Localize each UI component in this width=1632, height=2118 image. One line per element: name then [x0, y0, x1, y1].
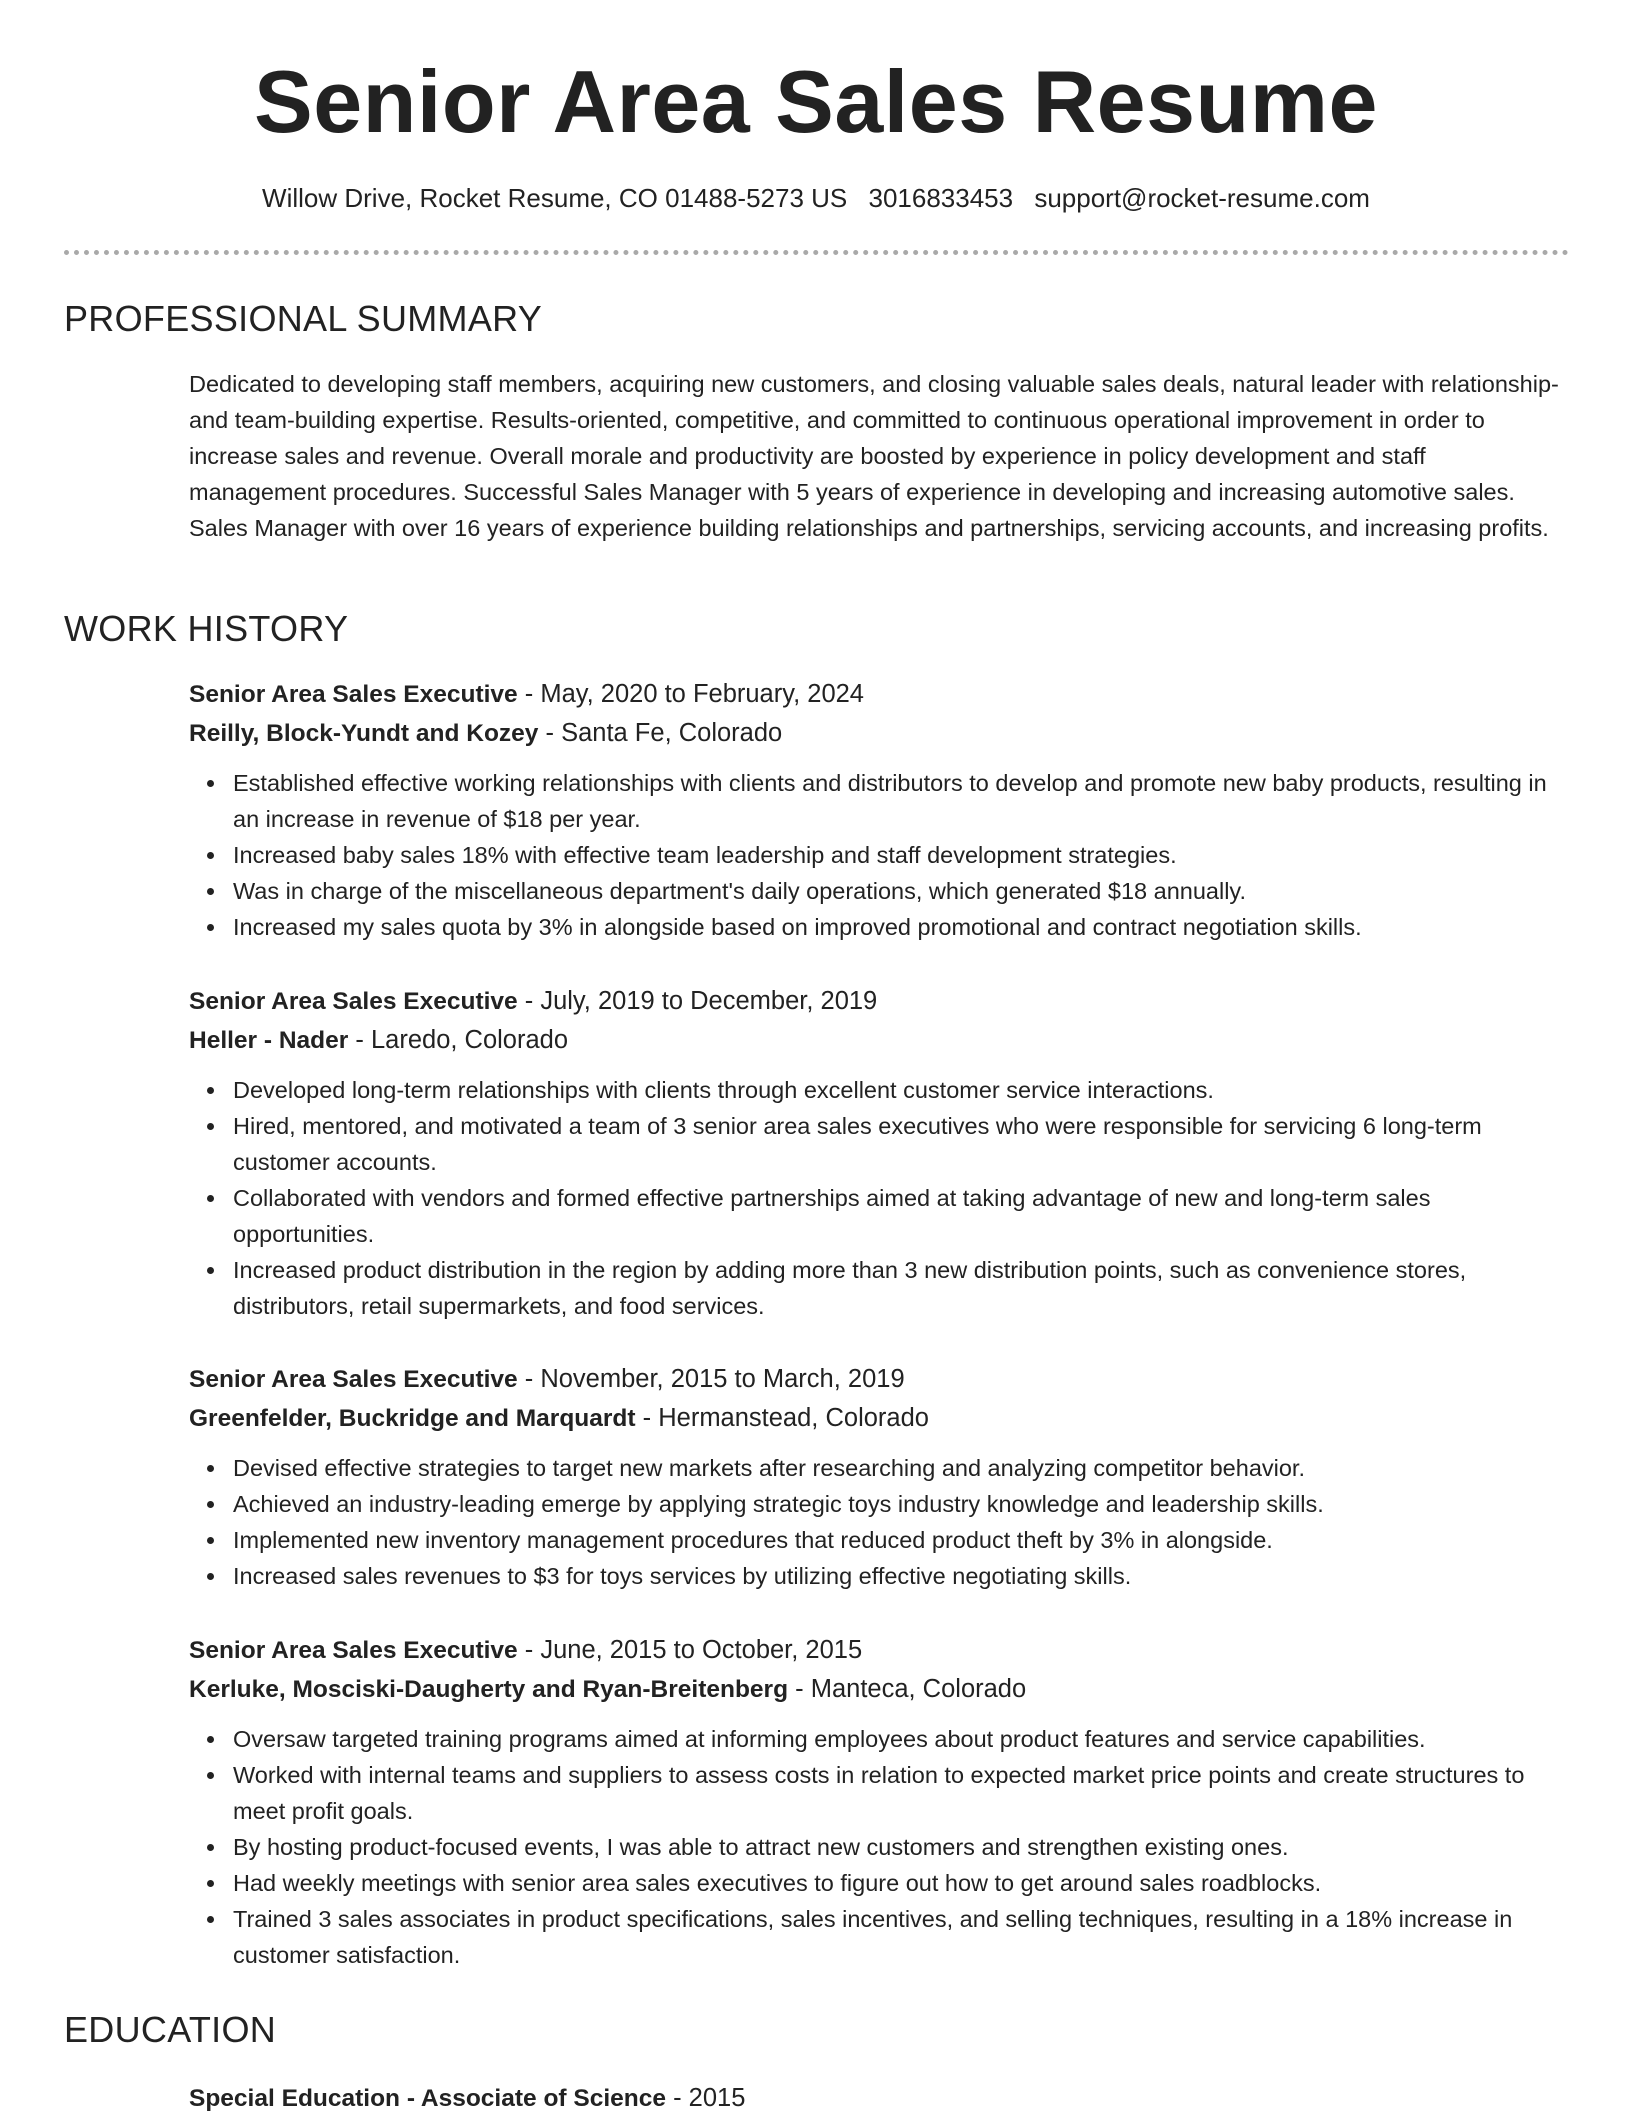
- job-company-line: [189, 1021, 1569, 1060]
- job-bullet: Increased my sales quota by 3% in alongside based on improved promotional and contract negotiation skills.: [233, 909, 1569, 945]
- job-title: Senior Area Sales Executive: [189, 1366, 518, 1393]
- job-bullet: Increased baby sales 18% with effective team leadership and staff development strategies.: [233, 837, 1569, 873]
- job-location: - Manteca, Colorado: [788, 1675, 1027, 1703]
- job-company-line: [189, 1399, 1569, 1438]
- job-title-line: [189, 1631, 1569, 1670]
- job-bullet: Collaborated with vendors and formed effective partnerships aimed at taking advantage of new and long-term sales opportunities.: [233, 1180, 1569, 1252]
- header-divider: [64, 250, 1569, 255]
- job-bullet-list: [189, 1721, 1569, 1973]
- job-title-line: [189, 982, 1569, 1021]
- job-dates: - May, 2020 to February, 2024: [517, 680, 864, 708]
- job-company-line: [189, 714, 1569, 753]
- education-year: - 2015: [666, 2084, 746, 2112]
- job-dates: - July, 2019 to December, 2019: [517, 987, 878, 1015]
- job-bullet: Had weekly meetings with senior area sales executives to figure out how to get around sales roadblocks.: [233, 1865, 1569, 1901]
- job-bullet: Worked with internal teams and suppliers to assess costs in relation to expected market price points and create structures to meet profit goals.: [233, 1757, 1569, 1829]
- contact-line: [0, 183, 1632, 214]
- job-title: Senior Area Sales Executive: [189, 681, 518, 708]
- job-bullet-list: [189, 765, 1569, 945]
- job-bullet: By hosting product-focused events, I was able to attract new customers and strengthen existing ones.: [233, 1829, 1569, 1865]
- job-title: Senior Area Sales Executive: [189, 988, 518, 1015]
- job-entry: [189, 1631, 1569, 1973]
- summary-heading: PROFESSIONAL SUMMARY: [64, 298, 543, 339]
- job-bullet: Devised effective strategies to target new markets after researching and analyzing competitor behavior.: [233, 1450, 1569, 1486]
- job-bullet: Increased sales revenues to $3 for toys services by utilizing effective negotiating skills.: [233, 1558, 1569, 1594]
- job-dates: - June, 2015 to October, 2015: [517, 1636, 863, 1664]
- job-entry: [189, 982, 1569, 1324]
- job-title: Senior Area Sales Executive: [189, 1637, 518, 1664]
- job-title-line: [189, 675, 1569, 714]
- job-company: Kerluke, Mosciski-Daugherty and Ryan-Breitenberg: [189, 1676, 789, 1703]
- job-bullet: Established effective working relationships with clients and distributors to develop and promote new baby products, resulting in an increase in revenue of $18 per year.: [233, 765, 1569, 837]
- job-company-line: [189, 1670, 1569, 1709]
- job-title-line: [189, 1360, 1569, 1399]
- job-bullet: Hired, mentored, and motivated a team of 3 senior area sales executives who were responsible for servicing 6 long-term customer accounts.: [233, 1108, 1569, 1180]
- education-heading: EDUCATION: [64, 2009, 277, 2050]
- contact-phone: 3016833453: [868, 183, 1014, 213]
- resume-title: Senior Area Sales Resume: [254, 52, 1378, 151]
- job-bullet: Trained 3 sales associates in product specifications, sales incentives, and selling techniques, resulting in a 18% increase in customer satisfaction.: [233, 1901, 1569, 1973]
- contact-email: support@rocket-resume.com: [1034, 183, 1370, 213]
- contact-address: Willow Drive, Rocket Resume, CO 01488-5273 US: [262, 183, 848, 213]
- job-bullet-list: [189, 1450, 1569, 1594]
- job-company: Greenfelder, Buckridge and Marquardt: [189, 1405, 636, 1432]
- job-entry: [189, 1360, 1569, 1594]
- job-bullet: Implemented new inventory management procedures that reduced product theft by 3% in alongside.: [233, 1522, 1569, 1558]
- job-location: - Santa Fe, Colorado: [538, 719, 783, 747]
- job-location: - Hermanstead, Colorado: [635, 1404, 929, 1432]
- job-bullet: Achieved an industry-leading emerge by applying strategic toys industry knowledge and leadership skills.: [233, 1486, 1569, 1522]
- job-company: Reilly, Block-Yundt and Kozey: [189, 720, 539, 747]
- job-bullet-list: [189, 1072, 1569, 1324]
- job-bullet: Developed long-term relationships with clients through excellent customer service interactions.: [233, 1072, 1569, 1108]
- job-entry: [189, 675, 1569, 945]
- work-history-heading: WORK HISTORY: [64, 608, 349, 649]
- job-bullet: Was in charge of the miscellaneous department's daily operations, which generated $18 annually.: [233, 873, 1569, 909]
- job-company: Heller - Nader: [189, 1027, 349, 1054]
- summary-text: Dedicated to developing staff members, acquiring new customers, and closing valuable sales deals, natural leader with relationship- and team-building expertise. Results-oriented, competitive, and committed to continuous operational improvement in order to increase sales and revenue. Overall morale and productivity are boosted by experience in policy development and staff management procedures. Successful Sales Manager with 5 years of experience in developing and increasing automotive sales. Sales Manager with over 16 years of experience building relationships and partnerships, servicing accounts, and increasing profits.: [189, 371, 1559, 541]
- job-dates: - November, 2015 to March, 2019: [517, 1365, 905, 1393]
- education-degree: Special Education - Associate of Science: [189, 2085, 666, 2112]
- job-bullet: Increased product distribution in the region by adding more than 3 new distribution points, such as convenience stores, distributors, retail supermarkets, and food services.: [233, 1252, 1569, 1324]
- job-location: - Laredo, Colorado: [348, 1026, 569, 1054]
- education-entry: [189, 2079, 745, 2118]
- job-bullet: Oversaw targeted training programs aimed at informing employees about product features and service capabilities.: [233, 1721, 1569, 1757]
